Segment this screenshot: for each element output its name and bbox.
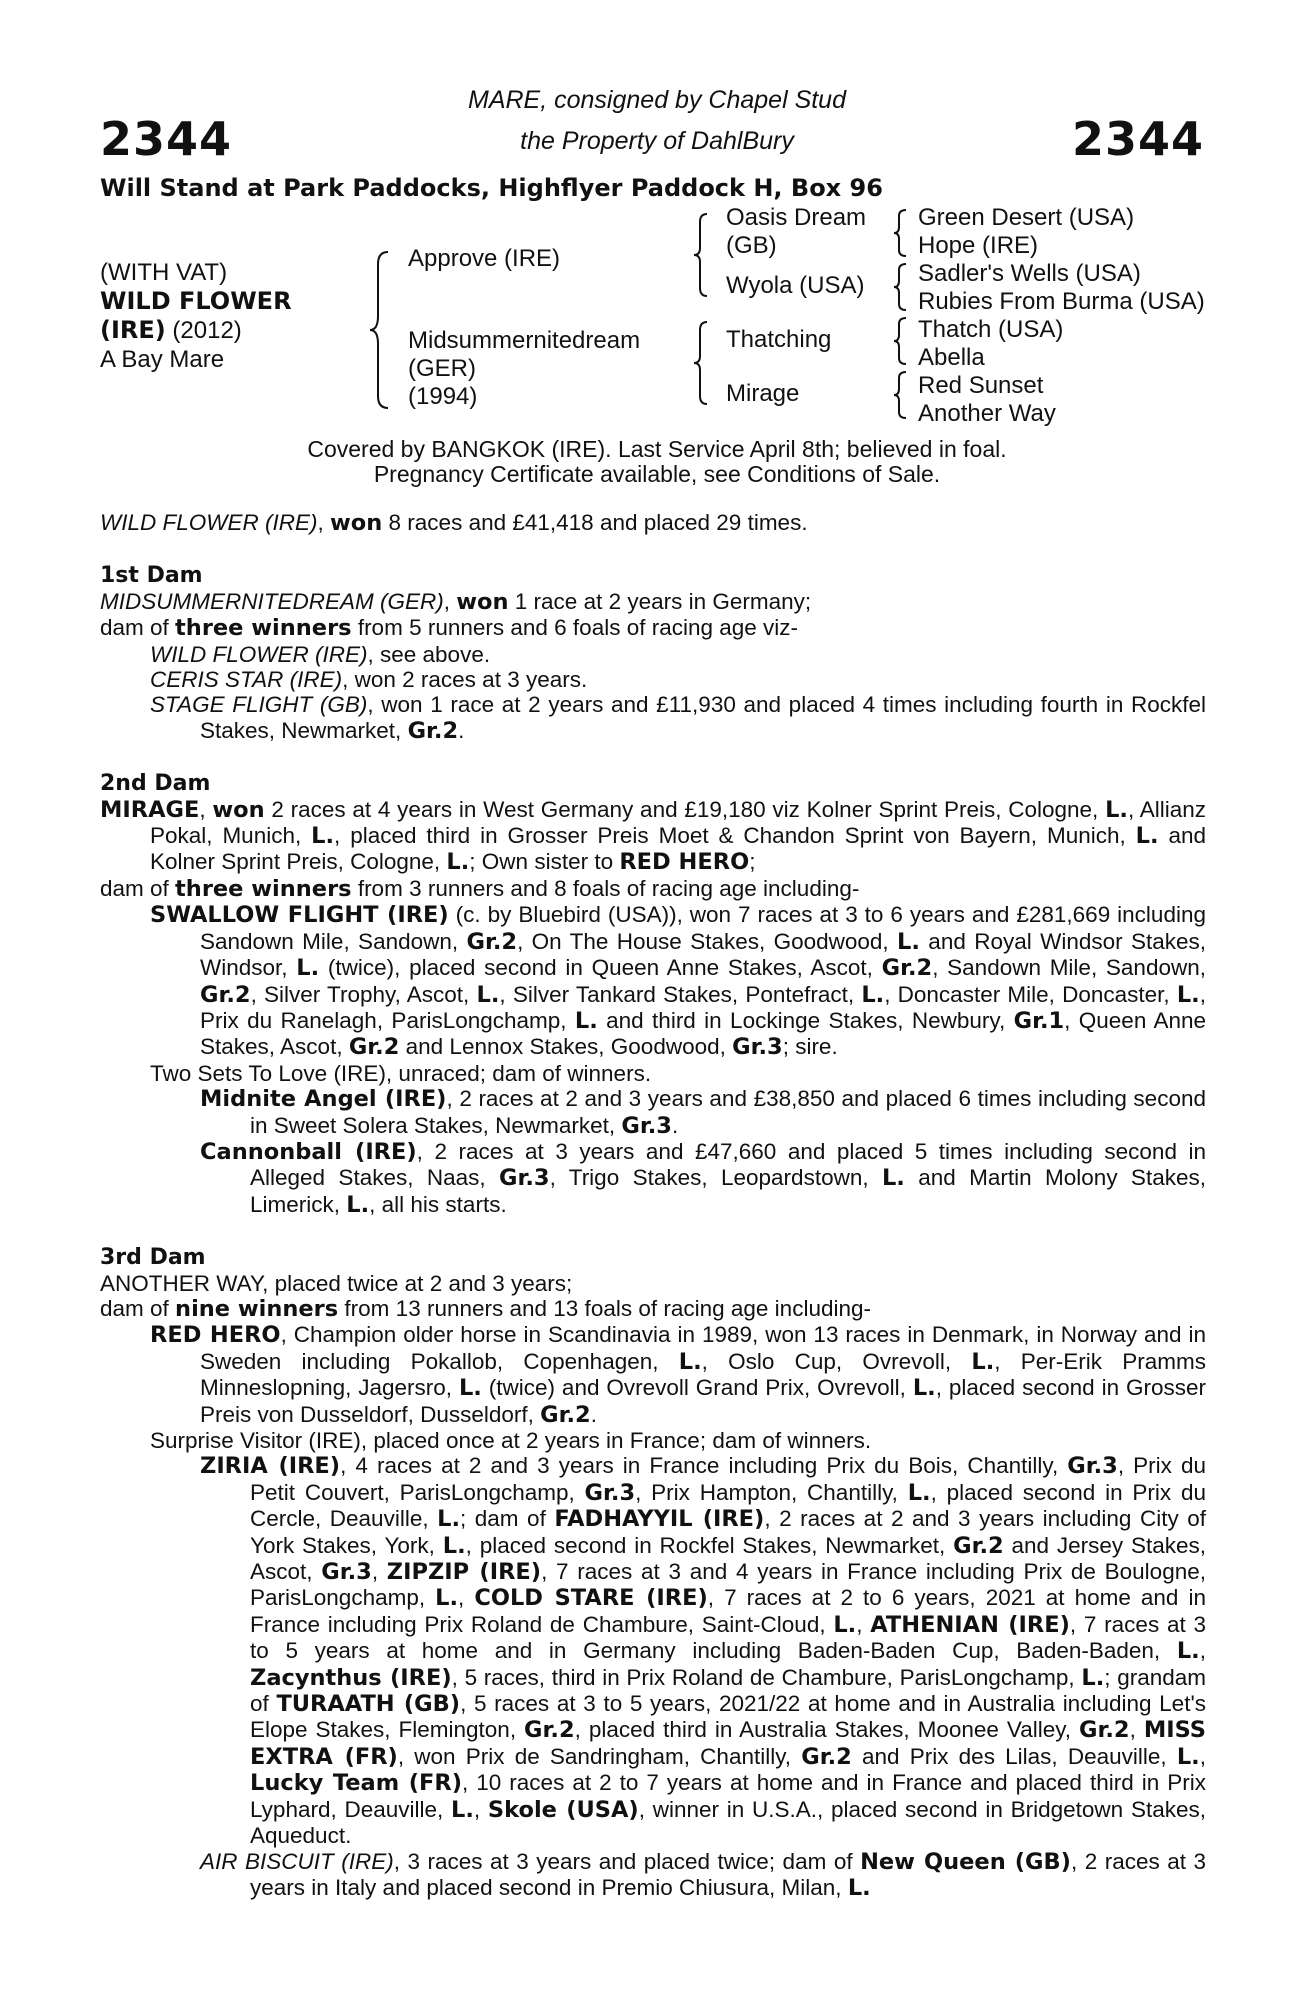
rh-l1: L. <box>678 1348 702 1375</box>
zi-t5: ; dam of <box>460 1506 555 1532</box>
zi-g2: Gr.3 <box>584 1479 636 1506</box>
pedigree-ddd: Another Way <box>918 400 1056 427</box>
covered-line-1: Covered by BANGKOK (IRE). Last Service April 8th; believed in foal. <box>307 436 1007 462</box>
dam1-heading <box>100 562 1206 588</box>
zi-l2: L. <box>437 1506 460 1533</box>
dam2-won: won <box>212 796 265 823</box>
pedigree-brace-main <box>368 250 392 410</box>
dam2-t2: , Allianz Pokal, Munich, <box>150 796 1206 849</box>
tsl-text: Two Sets To Love (IRE), unraced; dam of winners. <box>150 1060 652 1086</box>
horse-name: WILD FLOWER <box>100 287 292 315</box>
rh-l3: L. <box>458 1375 482 1402</box>
pedigree-dam-country: (GER) <box>408 355 476 382</box>
zi-l5: L. <box>833 1611 857 1638</box>
zi-t16: , 5 races, third in Prix Roland de Chambure, ParisLongchamp, <box>451 1664 1082 1690</box>
dam1-p2-name: CERIS STAR (IRE) <box>150 667 343 693</box>
zi-zacynthus: Zacynthus (IRE) <box>250 1664 452 1691</box>
zi-t25: , <box>473 1796 488 1822</box>
dam1-progeny-1 <box>100 642 1206 667</box>
rh-name: RED HERO <box>150 1322 281 1349</box>
dam2-t5: ; Own sister to <box>469 849 620 875</box>
pedigree-ssd: Hope (IRE) <box>918 232 1039 259</box>
dam2-two-sets <box>100 1061 1206 1086</box>
ab-t2: , 2 races at 3 years in Italy and placed second in Premio Chiusura, Milan, <box>250 1848 1206 1900</box>
horse-identity <box>100 258 292 374</box>
dam2-l4: L. <box>446 849 470 876</box>
ab-t1: , 3 races at 3 years and placed twice; dam of <box>393 1848 861 1874</box>
summary-line: WILD FLOWER (IRE), won 8 races and £41,418 and placed 29 times. <box>100 510 808 536</box>
pedigree-dam-dam: Mirage <box>726 380 800 407</box>
summary-rest: 8 races and £41,418 and placed 29 times. <box>382 510 808 535</box>
zi-t9: , <box>371 1559 387 1585</box>
sf-g3: Gr.2 <box>200 981 251 1008</box>
sf-name: SWALLOW FLIGHT (IRE) <box>150 902 449 929</box>
dam3-record <box>100 1271 1206 1296</box>
dam1-progeny-3 <box>100 692 1206 744</box>
zi-t13: , <box>856 1611 871 1637</box>
sf-g5: Gr.2 <box>348 1034 400 1061</box>
zi-skole: Skole (USA) <box>487 1796 639 1823</box>
dam1-damof: dam of <box>100 615 176 641</box>
pedigree-brace-ss <box>892 208 908 258</box>
zi-l1: L. <box>907 1479 931 1506</box>
ma-g1: Gr.3 <box>621 1112 672 1139</box>
zi-l8: L. <box>1176 1743 1200 1770</box>
zi-g7: Gr.2 <box>801 1743 852 1770</box>
sf-t5: , Sandown Mile, Sandown, <box>932 955 1206 981</box>
ab-l1: L. <box>847 1874 871 1901</box>
pedigree-dam-year: (1994) <box>408 383 478 410</box>
zi-t26: , winner in U.S.A., placed second in Bridgetown Stakes, Aqueduct. <box>250 1796 1206 1849</box>
dam2-t6: ; <box>749 849 756 875</box>
dam3-heading <box>100 1244 1206 1270</box>
dam3-damof-rest: from 13 runners and 13 foals of racing age including- <box>338 1295 871 1321</box>
dam1-p3-end: . <box>458 717 465 743</box>
sf-l2: L. <box>296 955 320 982</box>
dam3-line1: ANOTHER WAY, placed twice at 2 and 3 years; <box>100 1270 573 1296</box>
zi-t22: and Prix des Lilas, Deauville, <box>851 1743 1177 1769</box>
horse-country: (IRE) <box>100 316 166 344</box>
sf-l6: L. <box>574 1007 598 1034</box>
pedigree-gen3-top <box>918 204 1205 428</box>
sf-g2: Gr.2 <box>881 955 933 982</box>
dam2-t3: , placed third in Grosser Preis Moet & Chandon Sprint von Bayern, Munich, <box>334 823 1136 849</box>
zi-t14: , 7 races at 3 to 5 years at home and in Germany including Baden-Baden Cup, Baden-Baden, <box>250 1611 1206 1664</box>
dam1-p3-rest: , won 1 race at 2 years and £11,930 and placed 4 times including fourth in Rockfel Stakes, Newmarket, <box>200 692 1206 743</box>
zi-l6: L. <box>1176 1638 1200 1665</box>
dam2-l3: L. <box>1135 823 1159 850</box>
pedigree-brace-sire <box>692 212 710 298</box>
ab-new-queen: New Queen (GB) <box>860 1848 1071 1875</box>
dam3-ziria <box>100 1453 1206 1848</box>
rh-t4: (twice) and Ovrevoll Grand Prix, Ovrevoll, <box>481 1375 913 1401</box>
zi-turaath: TURAATH (GB) <box>276 1691 461 1718</box>
zi-name: ZIRIA (IRE) <box>200 1453 341 1480</box>
sf-g6: Gr.3 <box>732 1034 783 1061</box>
pedigree-dds: Red Sunset <box>918 372 1044 399</box>
zi-fadhayyil: FADHAYYIL (IRE) <box>554 1506 765 1533</box>
dam2-l2: L. <box>311 823 335 850</box>
pedigree-dss: Thatch (USA) <box>918 316 1064 343</box>
ma-t1: , 2 races at 2 and 3 years and £38,850 and placed 6 times including second in Sweet Solera Stakes, Newmarket, <box>250 1086 1206 1138</box>
cb-t3: and Martin Molony Stakes, Limerick, <box>250 1165 1206 1217</box>
rh-t6: . <box>590 1401 597 1427</box>
zi-l3: L. <box>442 1532 466 1559</box>
ma-t2: . <box>671 1112 679 1138</box>
dam2-winners: three winners <box>175 875 352 902</box>
dam2-heading-text: 2nd Dam <box>100 771 211 797</box>
dam1-record: MIDSUMMERNITEDREAM (GER), won 1 race at 2 years in Germany; <box>100 588 812 615</box>
zi-t8: and Jersey Stakes, Ascot, <box>250 1532 1207 1585</box>
sf-t13: ; sire. <box>782 1034 838 1060</box>
dam2-cannonball <box>100 1139 1206 1218</box>
pedigree-ss-name: Oasis Dream <box>726 204 867 231</box>
ma-name: Midnite Angel (IRE) <box>200 1086 447 1113</box>
cb-l2: L. <box>346 1191 370 1218</box>
dam3-red-hero <box>100 1322 1206 1428</box>
summary-horse-name: WILD FLOWER (IRE) <box>100 510 318 535</box>
rh-t5: , placed second in Grosser Preis von Dusseldorf, Dusseldorf, <box>200 1375 1207 1427</box>
cb-name: Cannonball (IRE) <box>200 1138 417 1165</box>
pedigree-brace-dd <box>892 370 908 420</box>
cb-t4: , all his starts. <box>369 1191 507 1217</box>
pedigree-brace-dam <box>692 320 710 406</box>
cb-t2: , Trigo Stakes, Leopardstown, <box>549 1165 882 1191</box>
consignment-line: MARE, consigned by Chapel Stud <box>468 86 846 114</box>
sf-t1: (c. by Bluebird (USA)), won 7 races at 3 to 6 years and £281,669 including Sandown Mile, Sandown, <box>200 902 1206 954</box>
sf-l1: L. <box>897 928 920 955</box>
sf-l4: L. <box>861 981 885 1008</box>
rh-l4: L. <box>912 1375 936 1402</box>
property-line: the Property of DahlBury <box>520 127 794 155</box>
pedigree-ss-country: (GB) <box>726 232 777 259</box>
zi-lucky-team: Lucky Team (FR) <box>250 1770 463 1797</box>
zi-t7: , placed second in Rockfel Stakes, Newmarket, <box>465 1532 954 1558</box>
dam1-name: MIDSUMMERNITEDREAM (GER) <box>100 588 444 614</box>
cb-l1: L. <box>881 1165 905 1192</box>
pedigree-sire-dam: Wyola (USA) <box>726 272 865 299</box>
zi-athenian: ATHENIAN (IRE) <box>870 1611 1070 1638</box>
zi-t1: , 4 races at 2 and 3 years in France including Prix du Bois, Chantilly, <box>340 1453 1068 1479</box>
dam2-heading <box>100 770 1206 796</box>
pedigree-sdd: Rubies From Burma (USA) <box>918 288 1205 315</box>
sf-g4: Gr.1 <box>1013 1007 1065 1034</box>
cb-t1: , 2 races at 3 years and £47,660 and placed 5 times including second in Alleged Stakes, Naas, <box>250 1138 1206 1191</box>
dam1-p2-rest: , won 2 races at 3 years. <box>342 667 588 693</box>
pedigree-brace-sd <box>892 262 908 312</box>
dam2-midnite-angel <box>100 1086 1206 1139</box>
dam1-damof-rest: from 5 runners and 6 foals of racing age viz- <box>351 615 799 641</box>
dam1-p3-grade: Gr.2 <box>407 717 459 744</box>
sf-t7: , Silver Tankard Stakes, Pontefract, <box>499 981 862 1007</box>
catalogue-body <box>100 510 1206 1901</box>
sf-l3: L. <box>476 981 500 1008</box>
zi-l4: L. <box>435 1585 459 1612</box>
rh-t3: , Per-Erik Pramms Minneslopning, Jagersro, <box>200 1348 1206 1401</box>
zi-t4: , placed second in Prix du Cercle, Deauville, <box>250 1479 1206 1532</box>
sf-t8: , Doncaster Mile, Doncaster, <box>884 981 1177 1007</box>
zi-t17: ; grandam of <box>250 1664 1207 1717</box>
pedigree-sire: Approve (IRE) <box>408 245 561 272</box>
vat-note: (WITH VAT) <box>100 259 228 286</box>
zi-t10: , 7 races at 3 and 4 years in France including Prix de Boulogne, ParisLongchamp, <box>250 1559 1206 1611</box>
zi-t18: , 5 races at 3 to 5 years, 2021/22 at home and in Australia including Let's Elope Stakes, Flemington, <box>250 1691 1206 1743</box>
sf-t2: , On The House Stakes, Goodwood, <box>517 928 898 954</box>
pedigree-sire-sire <box>726 204 866 260</box>
zi-zipzip: ZIPZIP (IRE) <box>386 1559 542 1586</box>
pedigree-sds: Sadler's Wells (USA) <box>918 260 1141 287</box>
zi-t12: , 7 races at 2 to 6 years, 2021 at home and in France including Prix Roland de Chambure, Saint-Cloud, <box>250 1585 1206 1637</box>
zi-g5: Gr.2 <box>524 1717 575 1744</box>
lot-number-left: 2344 <box>100 112 233 166</box>
sf-t6: , Silver Trophy, Ascot, <box>250 981 477 1007</box>
sf-t4: (twice), placed second in Queen Anne Stakes, Ascot, <box>319 955 882 981</box>
pedigree-dsd: Abella <box>918 344 985 371</box>
rh-g1: Gr.2 <box>540 1401 591 1428</box>
dam1-heading-text: 1st Dam <box>100 563 203 589</box>
sf-t9: , Prix du Ranelagh, ParisLongchamp, <box>200 981 1206 1033</box>
dam2-swallow-flight <box>100 902 1206 1060</box>
dam3-damof: dam of <box>100 1295 176 1321</box>
dam1-produce <box>100 615 1206 641</box>
zi-g1: Gr.3 <box>1067 1453 1118 1480</box>
horse-year: (2012) <box>165 317 242 344</box>
pedigree-brace-ds <box>892 316 908 366</box>
zi-t24: , 10 races at 2 to 7 years at home and in France and placed third in Prix Lyphard, Deauville, <box>250 1770 1206 1822</box>
zi-cold-stare: COLD STARE (IRE) <box>474 1585 708 1612</box>
rh-l2: L. <box>971 1348 995 1375</box>
dam2-record: MIRAGE, won 2 races at 4 years in West Germany and £19,180 viz Kolner Sprint Preis, Cologne, L., Allianz Pokal, Munich, L., placed third in Grosser Preis Moet & Chandon Sprint von Bayern, Munich, L. and Kolner Sprint Preis, Cologne, L.; Own sister to RED HERO; <box>100 796 1206 876</box>
dam1-p1-name: WILD FLOWER (IRE) <box>150 641 368 667</box>
dam1-progeny-2 <box>100 667 1206 692</box>
sf-t3: and Royal Windsor Stakes, Windsor, <box>200 928 1207 981</box>
zi-miss-extra: MISS EXTRA (FR) <box>250 1717 1206 1770</box>
dam3-air-biscuit <box>100 1849 1206 1902</box>
dam2-damof: dam of <box>100 875 176 901</box>
dam2-produce <box>100 876 1206 902</box>
sf-t10: and third in Lockinge Stakes, Newbury, <box>597 1007 1014 1033</box>
horse-description: A Bay Mare <box>100 346 225 373</box>
zi-t15: , <box>1199 1638 1206 1664</box>
dam3-winners: nine winners <box>175 1295 339 1322</box>
rh-t1: , Champion older horse in Scandinavia in 1989, won 13 races in Denmark, in Norway and in Sweden including Pokallob, Copenhagen, <box>200 1322 1207 1374</box>
dam1-p1-rest: , see above. <box>367 641 491 667</box>
stand-info: Will Stand at Park Paddocks, Highflyer Paddock H, Box 96 <box>100 174 883 202</box>
zi-t11: , <box>458 1585 475 1611</box>
ab-name: AIR BISCUIT (IRE) <box>200 1848 394 1874</box>
dam1-p3-name: STAGE FLIGHT (GB) <box>150 692 368 718</box>
rh-t2: , Oslo Cup, Ovrevoll, <box>701 1348 972 1374</box>
dam2-t1: 2 races at 4 years in West Germany and £19,180 viz Kolner Sprint Preis, Cologne, <box>264 796 1106 822</box>
pedigree-dam-sire: Thatching <box>726 326 832 353</box>
dam2-damof-rest: from 3 runners and 8 foals of racing age including- <box>351 875 860 901</box>
dam1-won: won <box>456 588 509 615</box>
summary-won: won <box>330 510 383 536</box>
zi-t2: , Prix du Petit Couvert, ParisLongchamp, <box>250 1453 1207 1505</box>
covered-line-2: Pregnancy Certificate available, see Conditions of Sale. <box>373 461 941 487</box>
sf-t11: , Queen Anne Stakes, Ascot, <box>200 1007 1207 1060</box>
sf-g1: Gr.2 <box>466 928 518 955</box>
sv-text: Surprise Visitor (IRE), placed once at 2 years in France; dam of winners. <box>150 1428 872 1453</box>
zi-t19: , placed third in Australia Stakes, Moonee Valley, <box>574 1717 1080 1743</box>
zi-t6: , 2 races at 2 and 3 years including City of York Stakes, York, <box>250 1506 1206 1558</box>
pedigree-dam <box>408 327 640 411</box>
zi-g6: Gr.2 <box>1079 1717 1130 1744</box>
zi-l7: L. <box>1081 1664 1105 1691</box>
sf-t12: and Lennox Stakes, Goodwood, <box>399 1034 733 1060</box>
lot-number-right: 2344 <box>1071 112 1204 166</box>
dam2-t4: and Kolner Sprint Preis, Cologne, <box>150 823 1206 875</box>
zi-g4: Gr.3 <box>321 1559 372 1586</box>
pedigree-dam-name: Midsummernitedream <box>408 327 641 354</box>
dam2-name: MIRAGE <box>100 796 200 823</box>
dam3-surprise-visitor <box>100 1428 1206 1453</box>
sf-l5: L. <box>1176 981 1200 1008</box>
pedigree-sss: Green Desert (USA) <box>918 204 1135 231</box>
zi-t3: , Prix Hampton, Chantilly, <box>635 1479 908 1505</box>
dam1-winners: three winners <box>175 615 352 642</box>
zi-t20: , <box>1129 1717 1144 1743</box>
dam2-sister: RED HERO <box>619 849 750 876</box>
dam3-heading-text: 3rd Dam <box>100 1245 206 1271</box>
dam3-produce <box>100 1296 1206 1322</box>
dam2-l1: L. <box>1105 796 1128 823</box>
zi-t21: , won Prix de Sandringham, Chantilly, <box>397 1743 802 1769</box>
zi-t23: , <box>1199 1743 1206 1769</box>
zi-l9: L. <box>451 1796 474 1823</box>
zi-g3: Gr.2 <box>953 1532 1004 1559</box>
cb-g1: Gr.3 <box>499 1165 550 1192</box>
dam1-rest: 1 race at 2 years in Germany; <box>508 588 812 614</box>
